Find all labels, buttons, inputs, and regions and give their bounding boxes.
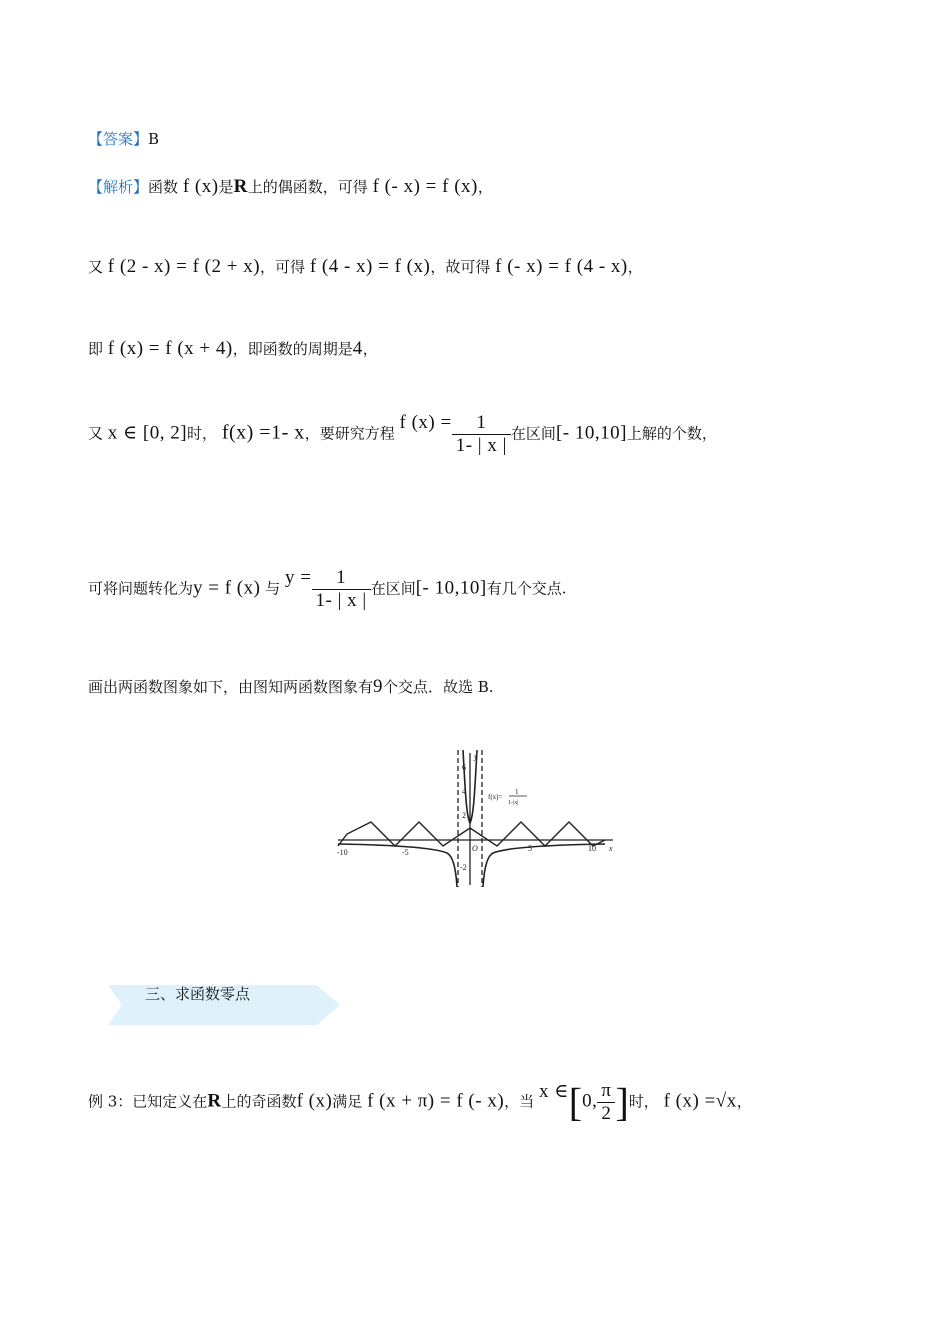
math: f(x) =1- x — [221, 421, 305, 444]
text: 画出两函数图象如下，由图知两函数图象有 — [88, 678, 374, 696]
math: f (- x) = f (x) — [372, 176, 478, 197]
text: 是 — [218, 178, 234, 196]
text: ，即函数的周期是 — [232, 340, 353, 358]
triangle-wave-curve — [338, 822, 605, 846]
math: 0, — [582, 1090, 598, 1112]
answer-tag: 【答案】 — [88, 130, 149, 148]
math: f (x) — [182, 176, 219, 197]
math: f (2 - x) = f (2 + x) — [107, 256, 261, 277]
y-tick-label: 2 — [462, 811, 466, 820]
answer-value: B — [148, 130, 160, 148]
text: 有几个交点. — [486, 579, 567, 598]
text: 满足 — [332, 1092, 363, 1111]
text: 在区间 — [370, 579, 416, 598]
math: 4 — [352, 338, 363, 359]
text: ，当 — [504, 1092, 535, 1111]
text: 上解的个数， — [626, 424, 717, 443]
curve-label-numerator: 1 — [515, 788, 519, 796]
line-2 — [88, 256, 643, 278]
fraction — [312, 567, 371, 612]
text: 上的奇函数 — [221, 1092, 297, 1111]
text: 时， — [628, 1092, 659, 1111]
text: 上的偶函数，可得 — [247, 178, 368, 196]
analysis-tag: 【解析】 — [88, 178, 149, 196]
math-R: R — [233, 176, 248, 197]
left-branch-curve — [338, 844, 457, 887]
text: 又 — [88, 258, 104, 276]
text: ， — [736, 1092, 752, 1111]
analysis-line — [88, 176, 493, 198]
text: 函数 — [148, 178, 179, 196]
answer-line — [88, 128, 159, 149]
math: 9 — [373, 676, 384, 697]
denominator: 2 — [597, 1102, 615, 1125]
text: 可将问题转化为 — [88, 579, 194, 598]
line-4 — [88, 412, 717, 457]
x-tick-label: -10 — [337, 848, 348, 857]
text: ， — [477, 178, 493, 196]
math: f (x) — [296, 1090, 333, 1112]
line-6 — [88, 676, 494, 698]
math: y = f (x) — [193, 577, 261, 599]
y-tick-label: 6 — [462, 763, 466, 772]
y-tick-label: 4 — [462, 787, 466, 796]
origin-label: O — [472, 844, 478, 853]
text: ， — [362, 340, 378, 358]
numerator: π — [601, 1080, 612, 1101]
math: f (4 - x) = f (x) — [309, 256, 431, 277]
x-tick-label: 10 — [588, 844, 596, 853]
y-axis-label: y — [474, 752, 478, 761]
line-3 — [88, 338, 378, 360]
math: x ∈ — [538, 1081, 569, 1102]
curve-label-denominator: 1-|x| — [508, 800, 519, 806]
math: f (x) = f (x + 4) — [107, 338, 233, 359]
numerator: 1 — [476, 412, 487, 433]
text: 与 — [265, 579, 281, 598]
function-graph — [335, 745, 620, 890]
math: [- 10,10] — [555, 422, 627, 444]
text: 即 — [88, 340, 104, 358]
math: x ∈ [0, 2] — [107, 422, 188, 444]
text: 个交点．故选 B. — [383, 678, 494, 696]
y-tick-label: -2 — [460, 863, 467, 872]
text: ，故可得 — [430, 258, 491, 276]
curve-label: f(x)= — [488, 793, 503, 801]
text: 在区间 — [510, 424, 556, 443]
math: f (- x) = f (4 - x) — [495, 256, 628, 277]
example-3-line — [88, 1080, 752, 1125]
x-tick-label: 5 — [528, 844, 532, 853]
math: y = — [285, 567, 312, 588]
text: 时， — [187, 424, 218, 443]
math: f (x) =√x — [663, 1090, 737, 1112]
fraction — [597, 1080, 615, 1125]
text: ，要研究方程 — [304, 424, 395, 443]
numerator: 1 — [336, 567, 347, 588]
math-R: R — [207, 1090, 222, 1112]
text: ， — [627, 258, 643, 276]
x-axis-label: x — [609, 844, 613, 853]
x-tick-label: -5 — [402, 848, 409, 857]
right-bracket: ] — [615, 1079, 629, 1125]
text: 例 3：已知定义在 — [88, 1092, 208, 1111]
denominator: 1- | x | — [312, 589, 371, 612]
denominator: 1- | x | — [452, 434, 511, 457]
text: ，可得 — [260, 258, 306, 276]
fraction — [452, 412, 511, 457]
math: [- 10,10] — [415, 577, 487, 599]
math: f (x) = — [399, 412, 452, 433]
section-title: 三、求函数零点 — [145, 985, 251, 1003]
right-branch-curve — [483, 844, 605, 887]
left-bracket: [ — [568, 1079, 583, 1125]
math: f (x + π) = f (- x) — [367, 1090, 505, 1112]
line-5 — [88, 567, 566, 612]
text: 又 — [88, 424, 104, 443]
